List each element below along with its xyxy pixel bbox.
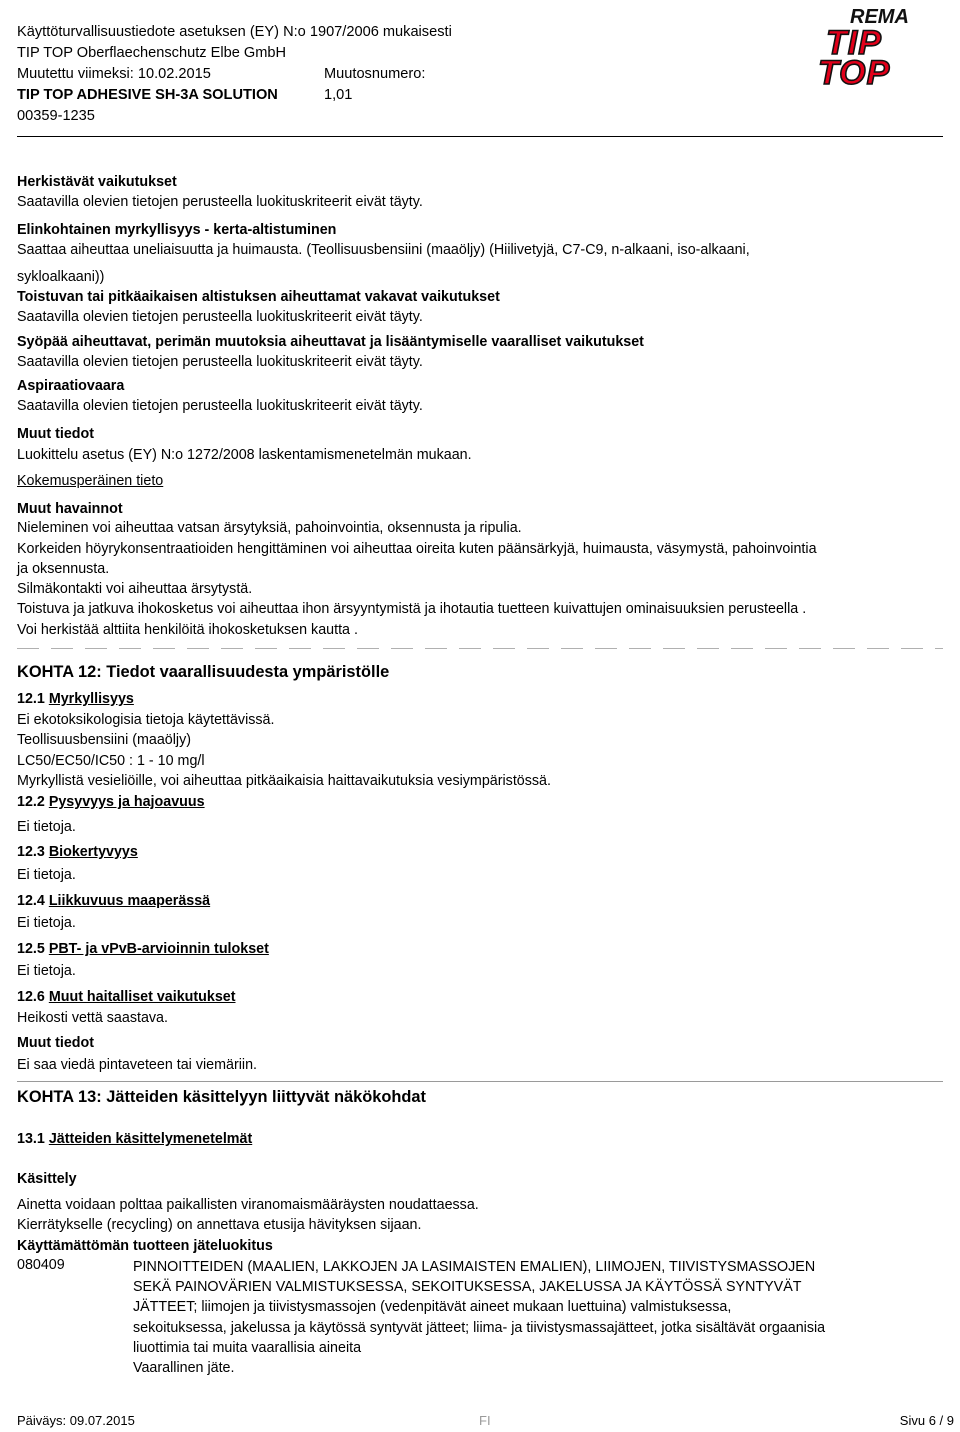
stot-re-text: Saatavilla olevien tietojen perusteella luokituskriteerit eivät täyty.	[17, 309, 423, 325]
header-divider	[17, 136, 943, 137]
product-code: 00359-1235	[17, 108, 95, 124]
observation-2: Korkeiden höyrykonsentraatioiden hengittäminen voi aiheuttaa oireita kuten päänsärkyjä, huimausta, väsymystä, pahoinvointia	[17, 541, 817, 557]
pbt-text: Ei tietoja.	[17, 963, 76, 979]
revision-number: Muutosnumero: 1,01	[324, 66, 426, 103]
subsection-13-1-heading	[17, 1130, 252, 1148]
subsection-number: 12.5	[17, 941, 45, 957]
subsection-title: Biokertyvyys	[48, 844, 138, 860]
subsection-12-3-heading	[17, 843, 138, 861]
section-13-title: KOHTA 13: Jätteiden käsittelyyn liittyvät näkökohdat	[17, 1088, 426, 1106]
sensitization-text: Saatavilla olevien tietojen perusteella luokituskriteerit eivät täyty.	[17, 194, 423, 210]
handling-text-1: Ainetta voidaan polttaa paikallisten viranomaismääräysten noudattaessa.	[17, 1197, 479, 1213]
observations-heading: Muut havainnot	[17, 501, 123, 517]
subsection-12-5-heading	[17, 940, 269, 958]
toxicity-text-4: Myrkyllistä vesieliöille, voi aiheuttaa pitkäaikaisia haittavaikutuksia vesiympäristössä.	[17, 773, 551, 789]
waste-description-line: SEKÄ PAINOVÄRIEN VALMISTUKSESSA, SEKOITUKSESSA, JAKELUSSA JA KÄYTÖSSÄ SYNTYVÄT	[133, 1279, 802, 1296]
bioaccumulation-text: Ei tietoja.	[17, 867, 76, 883]
waste-description	[133, 1257, 933, 1378]
stot-se-text-2: sykloalkaani))	[17, 269, 105, 285]
subsection-12-1-heading	[17, 690, 134, 708]
product-name: TIP TOP ADHESIVE SH-3A SOLUTION	[17, 87, 278, 103]
subsection-title: Myrkyllisyys	[48, 691, 134, 707]
logo-top-text: TOP	[818, 54, 891, 86]
waste-description-line: JÄTTEET; liimojen ja tiivistysmassojen (vedenpitävät aineet mukaan luettuina) valmistuksessa,	[133, 1299, 732, 1316]
waste-description-line: PINNOITTEIDEN (MAALIEN, LAKKOJEN JA LASIMAISTEN EMALIEN), LIIMOJEN, TIIVISTYSMASSOJEN	[133, 1259, 816, 1275]
subsection-title: Liikkuvuus maaperässä	[48, 893, 211, 909]
subsection-12-6-heading	[17, 988, 236, 1006]
handling-text-2: Kierrätykselle (recycling) on annettava etusija hävityksen sijaan.	[17, 1217, 422, 1233]
footer-language: FI	[479, 1413, 491, 1428]
sensitization-heading: Herkistävät vaikutukset	[17, 174, 177, 190]
waste-code: 080409	[17, 1257, 65, 1273]
footer-date: Päiväys: 09.07.2015	[17, 1413, 135, 1428]
cmr-text: Saatavilla olevien tietojen perusteella luokituskriteerit eivät täyty.	[17, 354, 423, 370]
persistence-text: Ei tietoja.	[17, 819, 76, 835]
sec12-other-info-text: Ei saa viedä pintaveteen tai viemäriin.	[17, 1057, 258, 1073]
subsection-number: 13.1	[17, 1131, 45, 1147]
waste-description-line: Vaarallinen jäte.	[133, 1360, 235, 1377]
observation-1: Nieleminen voi aiheuttaa vatsan ärsytyksiä, pahoinvointia, oksennusta ja ripulia.	[17, 520, 522, 536]
cmr-heading: Syöpää aiheuttavat, perimän muutoksia aiheuttavat ja lisääntymiselle vaaralliset vaikutukset	[17, 334, 644, 350]
stot-se-heading: Elinkohtainen myrkyllisyys - kerta-altistuminen	[17, 222, 337, 238]
other-info-text: Luokittelu asetus (EY) N:o 1272/2008 laskentamismenetelmän mukaan.	[17, 447, 472, 463]
toxicity-text-3: LC50/EC50/IC50 : 1 - 10 mg/l	[17, 753, 205, 769]
subsection-title: Jätteiden käsittelymenetelmät	[48, 1131, 253, 1147]
waste-description-line: liuottimia tai muita vaarallisia aineita	[133, 1339, 362, 1356]
handling-heading: Käsittely	[17, 1171, 77, 1187]
waste-classification-heading: Käyttämättömän tuotteen jäteluokitus	[17, 1238, 273, 1254]
observation-5: Toistuva ja jatkuva ihokosketus voi aiheuttaa ihon ärsyyntymistä ja ihotautia tuetteen kuivattujen ominaisuuksien perusteella .	[17, 601, 807, 617]
aspiration-text: Saatavilla olevien tietojen perusteella luokituskriteerit eivät täyty.	[17, 398, 423, 414]
company-name: TIP TOP Oberflaechenschutz Elbe GmbH	[17, 45, 287, 61]
logo-rema-text: REMA	[850, 6, 909, 28]
stot-se-text-1: Saattaa aiheuttaa uneliaisuutta ja huimausta. (Teollisuusbensiini (maaöljy) (Hiilivetyjä, C7-C9, n-alkaani, iso-alkaani,	[17, 242, 750, 258]
logo-tip-text: TIP	[826, 24, 882, 62]
sec12-other-info-heading: Muut tiedot	[17, 1035, 95, 1051]
subsection-number: 12.3	[17, 844, 45, 860]
observation-3: ja oksennusta.	[17, 561, 110, 577]
observation-6: Voi herkistää alttiita henkilöitä ihokosketuksen kautta .	[17, 622, 358, 638]
section-12-title: KOHTA 12: Tiedot vaarallisuudesta ympäristölle	[17, 663, 390, 681]
aspiration-heading: Aspiraatiovaara	[17, 378, 125, 394]
regulation-title: Käyttöturvallisuustiedote asetuksen (EY) N:o 1907/2006 mukaisesti	[17, 24, 452, 40]
stot-re-heading: Toistuvan tai pitkäaikaisen altistuksen aiheuttamat vakavat vaikutukset	[17, 289, 500, 305]
section-divider	[17, 1081, 943, 1082]
mobility-text: Ei tietoja.	[17, 915, 76, 931]
subsection-title: Pysyvyys ja hajoavuus	[48, 794, 205, 810]
subsection-title: PBT- ja vPvB-arvioinnin tulokset	[48, 941, 269, 957]
toxicity-text-1: Ei ekotoksikologisia tietoja käytettävissä.	[17, 712, 275, 728]
subsection-title: Muut haitalliset vaikutukset	[48, 989, 236, 1005]
other-effects-text: Heikosti vettä saastava.	[17, 1010, 168, 1026]
modified-date: Muutettu viimeksi: 10.02.2015	[17, 66, 211, 82]
subsection-number: 12.4	[17, 893, 45, 909]
other-info-heading: Muut tiedot	[17, 426, 95, 442]
experience-heading: Kokemusperäinen tieto	[17, 473, 164, 489]
rema-tip-top-logo	[812, 2, 957, 86]
subsection-number: 12.2	[17, 794, 45, 810]
subsection-number: 12.1	[17, 691, 45, 707]
observation-4: Silmäkontakti voi aiheuttaa ärsytystä.	[17, 581, 253, 597]
document-header	[17, 22, 452, 127]
toxicity-text-2: Teollisuusbensiini (maaöljy)	[17, 732, 192, 748]
section-divider-dashed	[17, 648, 943, 649]
subsection-12-2-heading	[17, 793, 205, 811]
footer-page-number: Sivu 6 / 9	[899, 1413, 954, 1428]
subsection-number: 12.6	[17, 989, 45, 1005]
waste-description-line: sekoituksessa, jakelussa ja käytössä syntyvät jätteet; liima- ja tiivistysmassajätteet, jotka sisältävät orgaanisia	[133, 1319, 826, 1336]
subsection-12-4-heading	[17, 892, 210, 910]
